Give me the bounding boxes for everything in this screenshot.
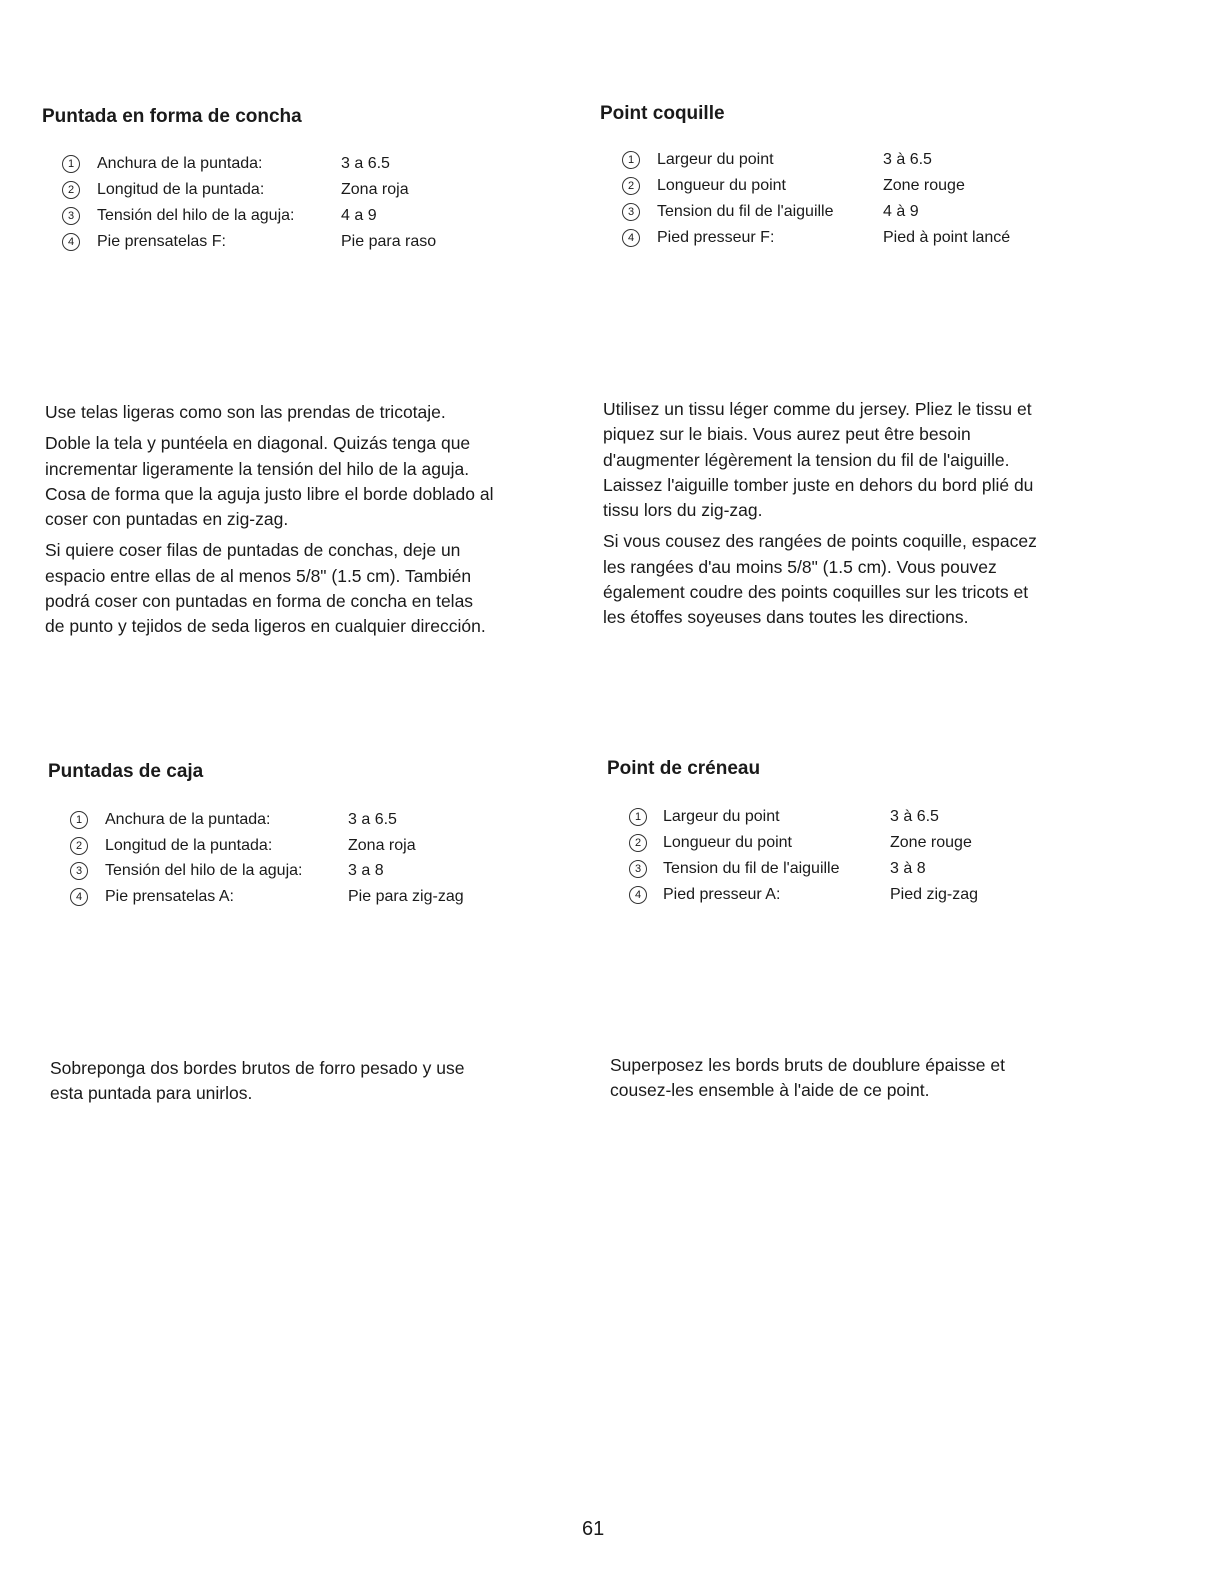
step-number-icon: 2 (62, 181, 80, 199)
setting-row (629, 804, 1149, 830)
step-number-icon: 4 (62, 233, 80, 251)
step-number-icon: 2 (629, 834, 647, 852)
text-line: Utilisez un tissu léger comme du jersey. Pliez le tissu et (603, 399, 1032, 419)
instructions-es (45, 400, 494, 640)
step-number-icon: 3 (629, 860, 647, 878)
text-line: Superposez les bords bruts de doublure épaisse et (610, 1055, 1005, 1075)
text-line: tissu lors du zig-zag. (603, 500, 763, 521)
step-number-icon: 4 (629, 886, 647, 904)
text-line: podrá coser con puntadas en forma de concha en telas (45, 591, 474, 612)
setting-label: Pied presseur A: (663, 886, 781, 903)
setting-row (629, 830, 1149, 856)
step-number-icon: 3 (70, 862, 88, 880)
setting-label: Tensión del hilo de la aguja: (105, 862, 303, 880)
setting-value: Pied à point lancé (883, 229, 1011, 246)
text-line: cousez-les ensemble à l'aide de ce point. (610, 1080, 930, 1101)
setting-label: Tensión del hilo de la aguja: (97, 207, 295, 224)
text-line: coser con puntadas en zig-zag. (45, 509, 289, 530)
step-number-icon: 4 (622, 229, 640, 247)
step-number-icon: 3 (62, 207, 80, 225)
setting-label: Largeur du point (663, 808, 780, 825)
setting-row (70, 858, 590, 884)
setting-label: Pie prensatelas A: (105, 888, 234, 906)
setting-value: Zona roja (348, 836, 416, 854)
setting-row (70, 884, 590, 910)
text-line: espacio entre ellas de al menos 5/8" (1.5 cm). También (45, 565, 472, 586)
setting-label: Tension du fil de l'aiguille (657, 203, 834, 220)
text-line: Use telas ligeras como son las prendas de tricotaje. (45, 402, 446, 422)
step-number-icon: 1 (62, 155, 80, 173)
setting-label: Largeur du point (657, 151, 774, 168)
text-line: de punto y tejidos de seda ligeros en cualquier dirección. (45, 616, 486, 637)
text-line: Doble la tela y puntéela en diagonal. Quizás tenga que (45, 433, 471, 454)
page-number: 61 (582, 1518, 605, 1540)
setting-value: 3 à 8 (890, 860, 926, 877)
setting-value: 3 a 6.5 (348, 811, 397, 828)
text-line: esta puntada para unirlos. (50, 1083, 253, 1104)
setting-row (629, 882, 1149, 908)
setting-value: Pied zig-zag (890, 886, 979, 903)
setting-value: 4 a 9 (341, 207, 377, 224)
step-number-icon: 1 (622, 151, 640, 169)
setting-label: Longitud de la puntada: (97, 181, 265, 198)
text-line: Si vous cousez des rangées de points coquille, espacez (603, 531, 1037, 552)
text-line: Laissez l'aiguille tomber juste en dehors du bord plié du (603, 474, 1034, 495)
step-number-icon: 2 (622, 177, 640, 195)
section-heading-fr: Point coquille (600, 103, 725, 124)
instructions-es (50, 1056, 464, 1107)
setting-row (622, 199, 1142, 225)
setting-label: Longueur du point (663, 834, 792, 851)
setting-label: Anchura de la puntada: (105, 811, 271, 828)
setting-row (70, 807, 590, 833)
text-line: Sobreponga dos bordes brutos de forro pesado y use (50, 1058, 465, 1078)
setting-value: 3 a 6.5 (341, 155, 390, 172)
text-line: incrementar ligeramente la tensión del hilo de la aguja. (45, 458, 470, 479)
step-number-icon: 1 (629, 808, 647, 826)
setting-row (70, 833, 590, 859)
step-number-icon: 2 (70, 837, 88, 855)
setting-value: Pie para raso (341, 233, 437, 250)
setting-label: Pied presseur F: (657, 229, 775, 246)
text-line: piquez sur le biais. Vous aurez peut être besoin (603, 424, 971, 445)
setting-label: Longitud de la puntada: (105, 836, 273, 854)
setting-row (622, 147, 1142, 173)
setting-row (62, 177, 582, 203)
setting-row (62, 203, 582, 229)
step-number-icon: 3 (622, 203, 640, 221)
setting-row (62, 229, 582, 255)
setting-value: 3 à 6.5 (883, 151, 932, 168)
section-heading-fr: Point de créneau (607, 758, 761, 779)
instructions-fr (610, 1053, 1005, 1104)
setting-label: Longueur du point (657, 177, 786, 194)
instructions-fr (603, 397, 1037, 631)
step-number-icon: 4 (70, 888, 88, 906)
section-heading-es: Puntadas de caja (48, 761, 204, 782)
setting-row (622, 225, 1142, 251)
setting-label: Pie prensatelas F: (97, 233, 226, 250)
step-number-icon: 1 (70, 811, 88, 829)
setting-value: 4 à 9 (883, 203, 919, 220)
setting-value: Pie para zig-zag (348, 888, 464, 906)
setting-label: Anchura de la puntada: (97, 155, 263, 172)
text-line: d'augmenter légèrement la tension du fil de l'aiguille. (603, 449, 1010, 470)
setting-row (62, 151, 582, 177)
setting-value: Zone rouge (883, 177, 965, 194)
text-line: les rangées d'au moins 5/8" (1.5 cm). Vous pouvez (603, 556, 997, 577)
setting-row (622, 173, 1142, 199)
setting-row (629, 856, 1149, 882)
setting-value: Zone rouge (890, 834, 972, 851)
text-line: également coudre des points coquilles sur les tricots et (603, 582, 1029, 603)
text-line: Cosa de forma que la aguja justo libre el borde doblado al (45, 483, 494, 504)
text-line: les étoffes soyeuses dans toutes les directions. (603, 607, 969, 628)
setting-label: Tension du fil de l'aiguille (663, 860, 840, 877)
text-line: Si quiere coser filas de puntadas de conchas, deje un (45, 540, 461, 561)
setting-value: 3 à 6.5 (890, 808, 939, 825)
setting-value: Zona roja (341, 181, 409, 198)
setting-value: 3 a 8 (348, 862, 384, 880)
section-heading-es: Puntada en forma de concha (42, 106, 302, 127)
